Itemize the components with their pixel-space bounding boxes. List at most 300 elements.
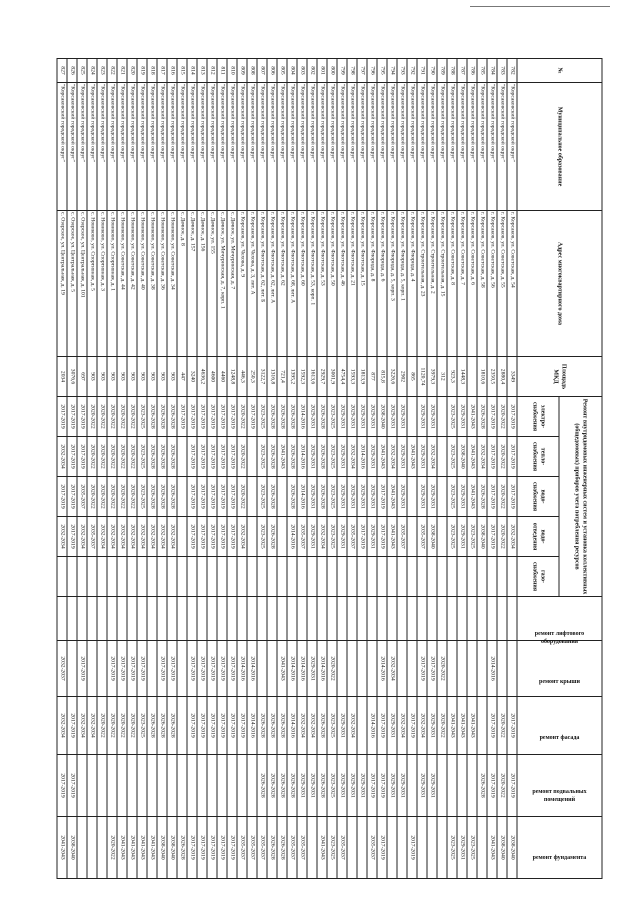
elevator-cell (67, 597, 77, 641)
row-number: 793 (397, 59, 407, 83)
roof-cell (347, 641, 357, 697)
facade-cell: 2017-2019 (487, 697, 497, 755)
drain-cell: 2035-2037 (297, 517, 307, 557)
drain-cell: 2032-2034 (107, 517, 117, 557)
drain-cell: 2026-2028 (267, 517, 277, 557)
foundation-cell: 2038-2040 (507, 817, 517, 879)
area-cell: 3076,6 (67, 357, 77, 397)
foundation-cell: 2038-2040 (167, 817, 177, 879)
drain-cell: 2032-2034 (317, 517, 327, 557)
area-cell: 2350,5 (487, 357, 497, 397)
water-cell: 2029-2031 (457, 477, 467, 517)
table-row (107, 59, 117, 879)
area-cell: 877 (367, 357, 377, 397)
row-number: 822 (107, 59, 117, 83)
water-cell: 2026-2028 (477, 477, 487, 517)
facade-cell: 2023-2025 (327, 697, 337, 755)
municipality-cell: "Корсаковский городской округ" (397, 83, 407, 211)
drain-cell: 2038-2040 (477, 517, 487, 557)
table-row (57, 59, 67, 879)
heat-cell: 2026-2028 (167, 437, 177, 477)
basement-cell (127, 755, 137, 817)
area-cell: 903 (157, 357, 167, 397)
area-cell: 250,3 (247, 357, 257, 397)
table-row (67, 59, 77, 879)
heat-cell: 2041-2043 (377, 437, 387, 477)
heat-cell (247, 437, 257, 477)
header-no: № (517, 59, 602, 83)
address-cell: г. Корсаков, ул. Флорида, д. 4 (407, 211, 417, 357)
foundation-cell: 2041-2043 (317, 817, 327, 879)
basement-cell (117, 755, 127, 817)
basement-cell: 2026-2028 (287, 755, 297, 817)
table-row (347, 59, 357, 879)
basement-cell: 2020-2022 (497, 755, 507, 817)
roof-cell: 2014-2016 (317, 641, 327, 697)
heat-cell: 2041-2043 (407, 437, 417, 477)
municipality-cell: "Корсаковский городской округ" (427, 83, 437, 211)
area-cell: 1448,3 (457, 357, 467, 397)
water-cell (247, 477, 257, 517)
water-cell: 2020-2022 (497, 477, 507, 517)
electro-cell: 2020-2022 (127, 397, 137, 437)
area-cell: 903 (87, 357, 97, 397)
roof-cell: 2017-2019 (117, 641, 127, 697)
table-row (117, 59, 127, 879)
gas-cell (77, 557, 87, 597)
table-row (87, 59, 97, 879)
area-cell: 1395,2 (287, 357, 297, 397)
water-cell: 2041-2043 (467, 477, 477, 517)
heat-cell: 2029-2031 (337, 437, 347, 477)
electro-cell: 2023-2025 (447, 397, 457, 437)
basement-cell (137, 755, 147, 817)
elevator-cell (347, 597, 357, 641)
electro-cell: 2029-2031 (397, 397, 407, 437)
electro-cell: 2026-2028 (167, 397, 177, 437)
heat-cell: 2023-2025 (137, 437, 147, 477)
water-cell: 2017-2019 (197, 477, 207, 517)
gas-cell (317, 557, 327, 597)
header-engineering-systems: Ремонт внутридомовых инженерных систем и установка коллективных (общедомовых) приборов учета потребления ресурсов (560, 397, 603, 597)
facade-cell: 2041-2043 (457, 697, 467, 755)
heat-cell: 2029-2031 (397, 437, 407, 477)
row-number: 815 (177, 59, 187, 83)
roof-cell (397, 641, 407, 697)
gas-cell (127, 557, 137, 597)
row-number: 804 (287, 59, 297, 83)
area-cell: 4600 (207, 357, 217, 397)
facade-cell: 2032-2034 (417, 697, 427, 755)
water-cell: 2023-2025 (137, 477, 147, 517)
row-number: 803 (297, 59, 307, 83)
foundation-cell: 2035-2037 (367, 817, 377, 879)
electro-cell: 2026-2028 (477, 397, 487, 437)
elevator-cell (287, 597, 297, 641)
facade-cell: 2014-2016 (287, 697, 297, 755)
drain-cell: 2017-2019 (197, 517, 207, 557)
foundation-cell: 2023-2025 (467, 817, 477, 879)
gas-cell (277, 557, 287, 597)
heat-cell: 2017-2019 (207, 437, 217, 477)
gas-cell (477, 557, 487, 597)
gas-cell (487, 557, 497, 597)
elevator-cell (147, 597, 157, 641)
foundation-cell: 2020-2022 (107, 817, 117, 879)
rotated-page (38, 58, 603, 878)
address-cell: с. Дачное, д. 8 (177, 211, 187, 357)
basement-cell (177, 755, 187, 817)
gas-cell (137, 557, 147, 597)
foundation-cell: 2017-2019 (207, 817, 217, 879)
basement-cell (407, 755, 417, 817)
basement-cell (87, 755, 97, 817)
electro-cell: 2038-2040 (377, 397, 387, 437)
area-cell: 903 (127, 357, 137, 397)
drain-cell (177, 517, 187, 557)
foundation-cell: 2041-2043 (147, 817, 157, 879)
table-row (237, 59, 247, 879)
address-cell: с. Новиково, ул. Советская, д. 38 (147, 211, 157, 357)
basement-cell: 2029-2031 (337, 755, 347, 817)
municipality-cell: "Корсаковский городской округ" (347, 83, 357, 211)
address-cell: с. Озерское, ул. Центральная, д. 101 (77, 211, 87, 357)
heat-cell: 2020-2022 (97, 437, 107, 477)
foundation-cell: 2017-2019 (217, 817, 227, 879)
municipality-cell: "Корсаковский городской округ" (457, 83, 467, 211)
heat-cell: 2014-2016 (297, 437, 307, 477)
water-cell: 2029-2031 (307, 477, 317, 517)
heat-cell: 2032-2034 (477, 437, 487, 477)
foundation-cell: 2017-2019 (407, 817, 417, 879)
basement-cell: 2023-2025 (327, 755, 337, 817)
roof-cell (147, 641, 157, 697)
address-cell: с. Новиково, ул. Советская, д. 34 (167, 211, 177, 357)
facade-cell: 2026-2028 (277, 697, 287, 755)
water-cell: 2017-2019 (57, 477, 67, 517)
municipality-cell: "Корсаковский городской округ" (487, 83, 497, 211)
municipality-cell: "Корсаковский городской округ" (57, 83, 67, 211)
basement-cell (227, 755, 237, 817)
address-cell: г. Корсаков, ул. Флотская, д. 21 (347, 211, 357, 357)
roof-cell (67, 641, 77, 697)
address-cell: г. Корсаков, ул. Строительная, д. 15 (437, 211, 447, 357)
elevator-cell (177, 597, 187, 641)
area-cell: 3240 (187, 357, 197, 397)
heat-cell: 2026-2028 (267, 437, 277, 477)
drain-cell: 2032-2034 (507, 517, 517, 557)
heat-cell: 2029-2031 (367, 437, 377, 477)
facade-cell: 2029-2031 (427, 697, 437, 755)
address-cell: г. Корсаков, ул. Флорида, д. 5, корп. 1 (397, 211, 407, 357)
roof-cell: 2017-2019 (77, 641, 87, 697)
municipality-cell: "Корсаковский городской округ" (197, 83, 207, 211)
table-row (427, 59, 437, 879)
drain-cell: 2032-2034 (137, 517, 147, 557)
foundation-cell (387, 817, 397, 879)
facade-cell: 2041-2043 (467, 697, 477, 755)
table-row (457, 59, 467, 879)
header-heat: тепло-снабжения (517, 437, 560, 477)
row-number: 797 (357, 59, 367, 83)
drain-cell: 2017-2019 (67, 517, 77, 557)
area-cell: 2880,4 (497, 357, 507, 397)
foundation-cell: 2035-2037 (247, 817, 257, 879)
municipality-cell: "Корсаковский городской округ" (237, 83, 247, 211)
drain-cell: 2029-2031 (307, 517, 317, 557)
municipality-cell: "Корсаковский городской округ" (507, 83, 517, 211)
electro-cell: 2017-2019 (57, 397, 67, 437)
foundation-cell: 2023-2025 (327, 817, 337, 879)
heat-cell: 2017-2019 (197, 437, 207, 477)
area-cell (467, 357, 477, 397)
drain-cell: 2023-2025 (327, 517, 337, 557)
heat-cell: 2017-2019 (67, 437, 77, 477)
foundation-cell: 2026-2028 (277, 817, 287, 879)
electro-cell: 2029-2031 (427, 397, 437, 437)
water-cell: 2041-2043 (387, 477, 397, 517)
table-row (337, 59, 347, 879)
drain-cell: 2017-2019 (227, 517, 237, 557)
drain-cell: 2017-2019 (487, 517, 497, 557)
address-cell: г. Корсаков, ул. Советская, д. 7 (457, 211, 467, 357)
electro-cell: 2014-2016 (297, 397, 307, 437)
address-cell: г. Корсаков, ул. Советская, д. 6 (467, 211, 477, 357)
gas-cell (167, 557, 177, 597)
basement-cell (237, 755, 247, 817)
row-number: 818 (147, 59, 157, 83)
roof-cell (407, 641, 417, 697)
water-cell (277, 477, 287, 517)
electro-cell: 2020-2022 (107, 397, 117, 437)
area-cell: 2902 (397, 357, 407, 397)
gas-cell (457, 557, 467, 597)
drain-cell: 2029-2031 (457, 517, 467, 557)
water-cell: 2023-2025 (257, 477, 267, 517)
gas-cell (497, 557, 507, 597)
basement-cell (447, 755, 457, 817)
facade-cell: 2017-2019 (507, 697, 517, 755)
heat-cell: 2020-2022 (87, 437, 97, 477)
electro-cell: 2023-2025 (327, 397, 337, 437)
facade-cell: 2032-2034 (87, 697, 97, 755)
basement-cell: 2029-2031 (347, 755, 357, 817)
elevator-cell (267, 597, 277, 641)
roof-cell: 2017-2019 (197, 641, 207, 697)
address-cell: с. Дачное, ул. 155 (207, 211, 217, 357)
row-number: 807 (257, 59, 267, 83)
roof-cell: 2014-2016 (247, 641, 257, 697)
drain-cell: 2041-2043 (387, 517, 397, 557)
drain-cell: 2017-2019 (207, 517, 217, 557)
area-cell: 697 (77, 357, 87, 397)
row-number: 810 (227, 59, 237, 83)
area-cell: 1813,9 (357, 357, 367, 397)
municipality-cell: "Корсаковский городской округ" (67, 83, 77, 211)
drain-cell (277, 517, 287, 557)
header-basement: ремонт подвальных помещений (517, 755, 602, 817)
municipality-cell: "Корсаковский городской округ" (97, 83, 107, 211)
facade-cell: 2041-2043 (447, 697, 457, 755)
row-number: 827 (57, 59, 67, 83)
municipality-cell: "Корсаковский городской округ" (447, 83, 457, 211)
facade-cell: 2026-2028 (147, 697, 157, 755)
foundation-cell (97, 817, 107, 879)
water-cell: 2020-2022 (117, 477, 127, 517)
drain-cell: 2023-2025 (257, 517, 267, 557)
electro-cell: 2041-2043 (467, 397, 477, 437)
row-number: 802 (307, 59, 317, 83)
basement-cell: 2017-2019 (367, 755, 377, 817)
address-cell: г. Корсаков, ул. Советская, д. 8 (447, 211, 457, 357)
row-number: 787 (457, 59, 467, 83)
electro-cell: 2029-2031 (457, 397, 467, 437)
row-number: 801 (317, 59, 327, 83)
drain-cell: 2029-2031 (367, 517, 377, 557)
table-row (297, 59, 307, 879)
electro-cell: 2029-2031 (357, 397, 367, 437)
drain-cell: 2017-2019 (377, 517, 387, 557)
address-cell: г. Корсаков, ул. Флорида, д. 5, корп. 3 (387, 211, 397, 357)
address-cell: с. Новиково, ул. Спортивная, д. 1 (107, 211, 117, 357)
basement-cell: 2029-2031 (307, 755, 317, 817)
gas-cell (307, 557, 317, 597)
row-number: 825 (77, 59, 87, 83)
basement-cell (197, 755, 207, 817)
municipality-cell: "Корсаковский городской округ" (77, 83, 87, 211)
electro-cell: 2026-2028 (147, 397, 157, 437)
elevator-cell (407, 597, 417, 641)
table-row (247, 59, 257, 879)
roof-cell: 2017-2019 (137, 641, 147, 697)
roof-cell: 2017-2019 (157, 641, 167, 697)
address-cell: г. Корсаков, ул. Советская, д. 55 (497, 211, 507, 357)
area-cell: 2034 (57, 357, 67, 397)
heat-cell: 2020-2022 (237, 437, 247, 477)
facade-cell: 2026-2028 (317, 697, 327, 755)
municipality-cell: "Корсаковский городской округ" (407, 83, 417, 211)
electro-cell: 2029-2031 (387, 397, 397, 437)
municipality-cell: "Корсаковский городской округ" (147, 83, 157, 211)
basement-cell: 2029-2031 (397, 755, 407, 817)
electro-cell: 2029-2031 (347, 397, 357, 437)
facade-cell: 2017-2019 (407, 697, 417, 755)
elevator-cell (447, 597, 457, 641)
gas-cell (347, 557, 357, 597)
facade-cell: 2017-2019 (197, 697, 207, 755)
municipality-cell: "Корсаковский городской округ" (167, 83, 177, 211)
elevator-cell (307, 597, 317, 641)
drain-cell (437, 517, 447, 557)
elevator-cell (497, 597, 507, 641)
drain-cell (247, 517, 257, 557)
water-cell: 2020-2022 (107, 477, 117, 517)
municipality-cell: "Корсаковский городской округ" (327, 83, 337, 211)
drain-cell: 2017-2019 (217, 517, 227, 557)
facade-cell: 2020-2022 (437, 697, 447, 755)
foundation-cell: 2017-2019 (197, 817, 207, 879)
table-row (307, 59, 317, 879)
address-cell: г. Корсаков, ул. Флотская, д. 50 (327, 211, 337, 357)
heat-cell: 2017-2019 (487, 437, 497, 477)
electro-cell: 2020-2022 (117, 397, 127, 437)
foundation-cell (87, 817, 97, 879)
elevator-cell (297, 597, 307, 641)
water-cell: 2017-2019 (217, 477, 227, 517)
row-number: 805 (277, 59, 287, 83)
area-cell: 3122,7 (257, 357, 267, 397)
elevator-cell (477, 597, 487, 641)
area-cell: 446,3 (237, 357, 247, 397)
drain-cell: 2035-2037 (417, 517, 427, 557)
elevator-cell (487, 597, 497, 641)
municipality-cell: "Корсаковский городской округ" (267, 83, 277, 211)
elevator-cell (247, 597, 257, 641)
scan-edge-line (470, 6, 610, 7)
area-cell: 1592,3 (297, 357, 307, 397)
gas-cell (467, 557, 477, 597)
drain-cell: 2023-2025 (467, 517, 477, 557)
table-row (157, 59, 167, 879)
electro-cell: 2017-2019 (207, 397, 217, 437)
header-roof: ремонт крыши (517, 641, 602, 697)
gas-cell (507, 557, 517, 597)
facade-cell: 2020-2022 (497, 697, 507, 755)
heat-cell: 2041-2043 (277, 437, 287, 477)
area-cell: 1316,8 (267, 357, 277, 397)
electro-cell: 2029-2031 (367, 397, 377, 437)
gas-cell (357, 557, 367, 597)
foundation-cell (477, 817, 487, 879)
foundation-cell: 2041-2043 (57, 817, 67, 879)
table-row (497, 59, 507, 879)
drain-cell: 2038-2040 (427, 517, 437, 557)
roof-cell: 2014-2016 (487, 641, 497, 697)
row-number: 799 (337, 59, 347, 83)
address-cell: с. Новиково, ул. Советская, д. 36 (157, 211, 167, 357)
table-row (397, 59, 407, 879)
roof-cell: 2032-2037 (57, 641, 67, 697)
municipality-cell: "Корсаковский городской округ" (287, 83, 297, 211)
drain-cell: 2023-2025 (447, 517, 457, 557)
facade-cell: 2032-2034 (347, 697, 357, 755)
elevator-cell (377, 597, 387, 641)
basement-cell: 2029-2031 (357, 755, 367, 817)
roof-cell (477, 641, 487, 697)
address-cell: г. Корсаков, ул. Флотская, д. 62, лит. Б (257, 211, 267, 357)
municipality-cell: "Корсаковский городской округ" (257, 83, 267, 211)
drain-cell: 2014-2016 (287, 517, 297, 557)
table-row (97, 59, 107, 879)
elevator-cell (417, 597, 427, 641)
header-municipality: Муниципальное образование (517, 83, 602, 211)
address-cell: г. Корсаков, ул. Флотская, д. 15 (357, 211, 367, 357)
row-number: 819 (137, 59, 147, 83)
drain-cell: 2035-2037 (397, 517, 407, 557)
gas-cell (57, 557, 67, 597)
electro-cell: 2026-2028 (157, 397, 167, 437)
facade-cell: 2029-2031 (337, 697, 347, 755)
row-number: 788 (447, 59, 457, 83)
facade-cell: 2020-2022 (117, 697, 127, 755)
table-row (137, 59, 147, 879)
foundation-cell: 2026-2028 (177, 817, 187, 879)
gas-cell (217, 557, 227, 597)
heat-cell: 2020-2022 (497, 437, 507, 477)
header-facade: ремонт фасада (517, 697, 602, 755)
basement-cell (187, 755, 197, 817)
water-cell: 2026-2028 (317, 477, 327, 517)
